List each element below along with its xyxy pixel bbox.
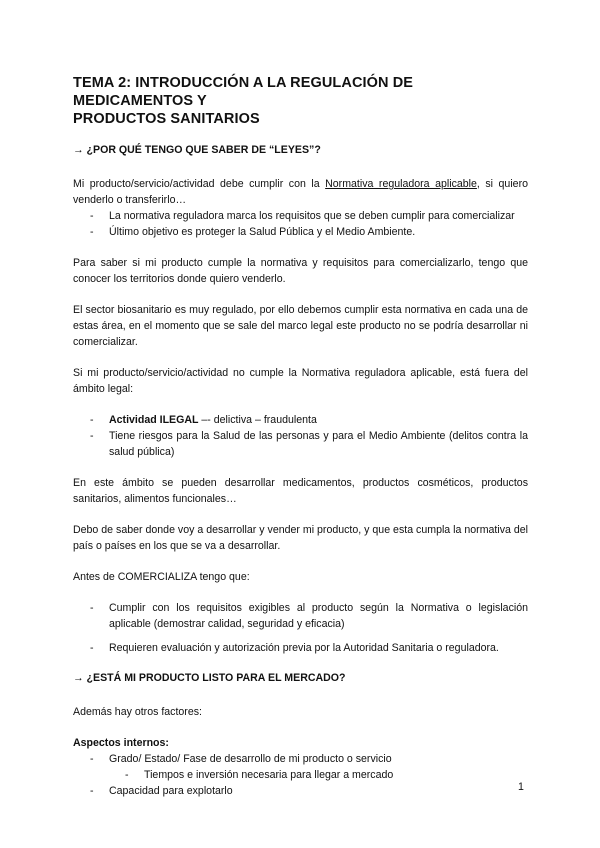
list-item <box>73 767 528 783</box>
paragraph-biosanitary-sector: El sector biosanitario es muy regulado, por ello debemos cumplir esta normativa en cada una de estas área, en el momento que se sale del marco legal este producto no se podría desarrollar ni comercializar. <box>73 304 528 348</box>
paragraph-text: , si quiero venderlo o transferirlo… <box>73 178 528 206</box>
list-illegal-activity <box>73 412 528 460</box>
paragraph-regulation-intro <box>73 176 528 208</box>
dash-bullet: - <box>90 430 94 442</box>
list-item-bold-text: Actividad ILEGAL <box>109 414 199 426</box>
list-item-text: La normativa reguladora marca los requisitos que se deben cumplir para comercializar <box>109 210 515 222</box>
list-item <box>73 640 528 656</box>
list-item <box>73 224 528 240</box>
paragraph-before-commercialize: Antes de COMERCIALIZA tengo que: <box>73 571 250 583</box>
list-item-text: Tiene riesgos para la Salud de las personas y para el Medio Ambiente (delitos contra la salud pública) <box>109 430 528 458</box>
paragraph-text: Mi producto/servicio/actividad debe cumplir con la <box>73 178 326 190</box>
paragraph-territories: Para saber si mi producto cumple la normativa y requisitos para comercializarlo, tengo que conocer los territorios donde quiero venderlo. <box>73 257 528 285</box>
list-internal-aspects-nested <box>73 767 528 783</box>
list-item-text: Cumplir con los requisitos exigibles al producto según la Normativa o legislación aplicable (demostrar calidad, seguridad y eficacia) <box>109 602 528 630</box>
dash-bullet: - <box>125 769 129 781</box>
paragraph-non-compliance: Si mi producto/servicio/actividad no cumple la Normativa reguladora aplicable, está fuera del ámbito legal: <box>73 367 528 395</box>
aspects-heading: Aspectos internos: <box>73 737 169 749</box>
list-item-text: Último objetivo es proteger la Salud Pública y el Medio Ambiente. <box>109 226 416 238</box>
paragraph-market-countries: Debo de saber donde voy a desarrollar y vender mi producto, y que esta cumpla la normativa del país o países en los que se va a desarrollar. <box>73 524 528 552</box>
page-number: 1 <box>518 781 524 793</box>
list-internal-aspects-cont <box>73 783 528 799</box>
list-item <box>73 783 528 799</box>
dash-bullet: - <box>90 602 94 614</box>
list-commercialize-steps <box>73 600 528 656</box>
title-line-2: PRODUCTOS SANITARIOS <box>73 111 260 127</box>
dash-bullet: - <box>90 226 94 238</box>
list-internal-aspects <box>73 751 528 767</box>
list-regulation-points <box>73 208 528 240</box>
dash-bullet: - <box>90 210 94 222</box>
list-item <box>73 412 528 428</box>
section-heading-why-laws: → ¿POR QUÉ TENGO QUE SABER DE “LEYES”? <box>73 144 321 156</box>
list-item-text: Grado/ Estado/ Fase de desarrollo de mi producto o servicio <box>109 753 392 765</box>
list-item-text: Requieren evaluación y autorización previa por la Autoridad Sanitaria o reguladora. <box>109 642 499 654</box>
list-item <box>73 208 528 224</box>
dash-bullet: - <box>90 753 94 765</box>
paragraph-scope: En este ámbito se pueden desarrollar medicamentos, productos cosméticos, productos sanitarios, alimentos funcionales… <box>73 477 528 505</box>
dash-bullet: - <box>90 642 94 654</box>
dash-bullet: - <box>90 414 94 426</box>
list-item <box>73 428 528 460</box>
dash-bullet: - <box>90 785 94 797</box>
section-heading-market-ready: → ¿ESTÁ MI PRODUCTO LISTO PARA EL MERCADO? <box>73 672 346 684</box>
list-item <box>73 600 528 632</box>
title-line-1: TEMA 2: INTRODUCCIÓN A LA REGULACIÓN DE MEDICAMENTOS Y <box>73 75 414 109</box>
page-title <box>73 74 528 128</box>
paragraph-other-factors: Además hay otros factores: <box>73 706 202 718</box>
page-content <box>73 74 528 799</box>
normativa-link-text: Normativa reguladora aplicable <box>325 178 477 190</box>
list-item-text: Tiempos e inversión necesaria para llegar a mercado <box>144 769 394 781</box>
list-item-text: Capacidad para explotarlo <box>109 785 233 797</box>
list-item <box>73 751 528 767</box>
list-spacer <box>73 632 528 640</box>
list-item-text: –- delictiva – fraudulenta <box>198 414 317 426</box>
